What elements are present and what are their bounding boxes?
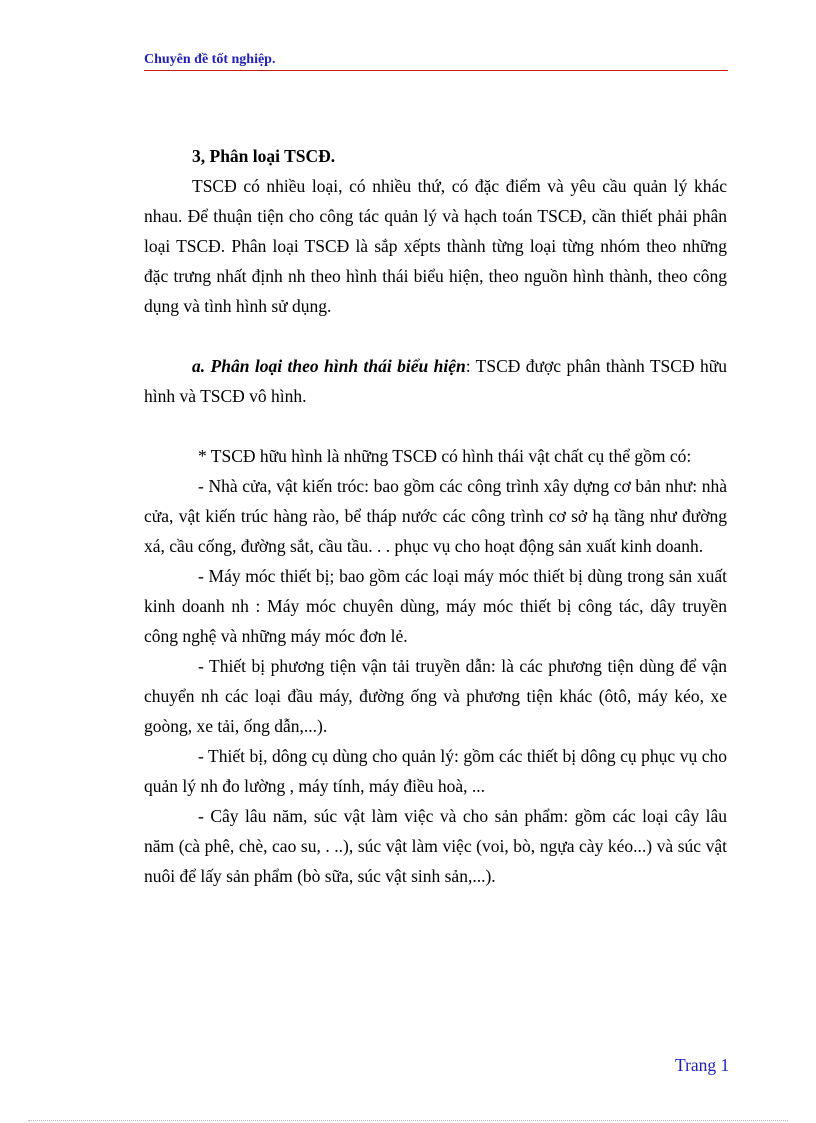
section-tangible-assets [144, 441, 727, 891]
intro-paragraph: TSCĐ có nhiều loại, có nhiều thứ, có đặc điểm và yêu cầu quản lý khác nhau. Để thuận tiện cho công tác quản lý và hạch toán TSCĐ, cần thiết phải phân loại TSCĐ. Phân loại TSCĐ là sắp xếpts thành từng loại từng nhóm theo những đặc trưng nhất định nh theo hình thái biểu hiện, theo nguồn hình thành, theo công dụng và tình hình sử dụng. [144, 176, 727, 316]
form-rest: : TSCĐ được phân thành TSCĐ hữu hình và TSCĐ vô hình. [144, 356, 727, 406]
header-rule [144, 70, 728, 71]
page-number: Trang 1 [675, 1055, 730, 1075]
form-lead: a. Phân loại theo hình thái biểu hiện [192, 356, 466, 376]
section-heading: 3, Phân loại TSCĐ. [192, 146, 336, 166]
form-paragraph [144, 351, 727, 411]
section-classification [144, 141, 727, 321]
list-item: - Thiết bị phương tiện vận tải truyền dẫn: là các phương tiện dùng để vận chuyển nh các loại đầu máy, đường ống và phương tiện khác (ôtô, máy kéo, xe goòng, xe tải, ống dẫn,...). [144, 656, 727, 736]
page-bottom-dotted-border [28, 1120, 788, 1121]
tangible-intro: * TSCĐ hữu hình là những TSCĐ có hình thái vật chất cụ thể gồm có: [198, 446, 692, 466]
list-item: - Nhà cửa, vật kiến tróc: bao gồm các công trình xây dựng cơ bản như: nhà cửa, vật kiến trúc hàng rào, bể tháp nước các công trình cơ sở hạ tầng như đường xá, cầu cống, đường sắt, cầu tầu. . . phục vụ cho hoạt động sản xuất kinh doanh. [144, 476, 727, 556]
header-title-suffix: . [271, 52, 276, 67]
list-item: - Cây lâu năm, súc vật làm việc và cho sản phẩm: gồm các loại cây lâu năm (cà phê, chè, cao su, . ..), súc vật làm việc (voi, bò, ngựa cày kéo...) và súc vật nuôi để lấy sản phẩm (bò sữa, súc vật sinh sản,...). [144, 806, 727, 886]
header-title: Chuyên đề tốt nghiệp [144, 52, 272, 67]
page-header [144, 50, 728, 70]
section-form-classification [144, 351, 727, 411]
list-item: - Máy móc thiết bị; bao gồm các loại máy móc thiết bị dùng trong sản xuất kinh doanh nh : Máy móc chuyên dùng, máy móc thiết bị công tác, dây truyền công nghệ và những máy móc đơn lẻ. [144, 566, 727, 646]
list-item: - Thiết bị, dông cụ dùng cho quản lý: gồm các thiết bị dông cụ phục vụ cho quản lý nh đo lường , máy tính, máy điều hoà, ... [144, 746, 727, 796]
